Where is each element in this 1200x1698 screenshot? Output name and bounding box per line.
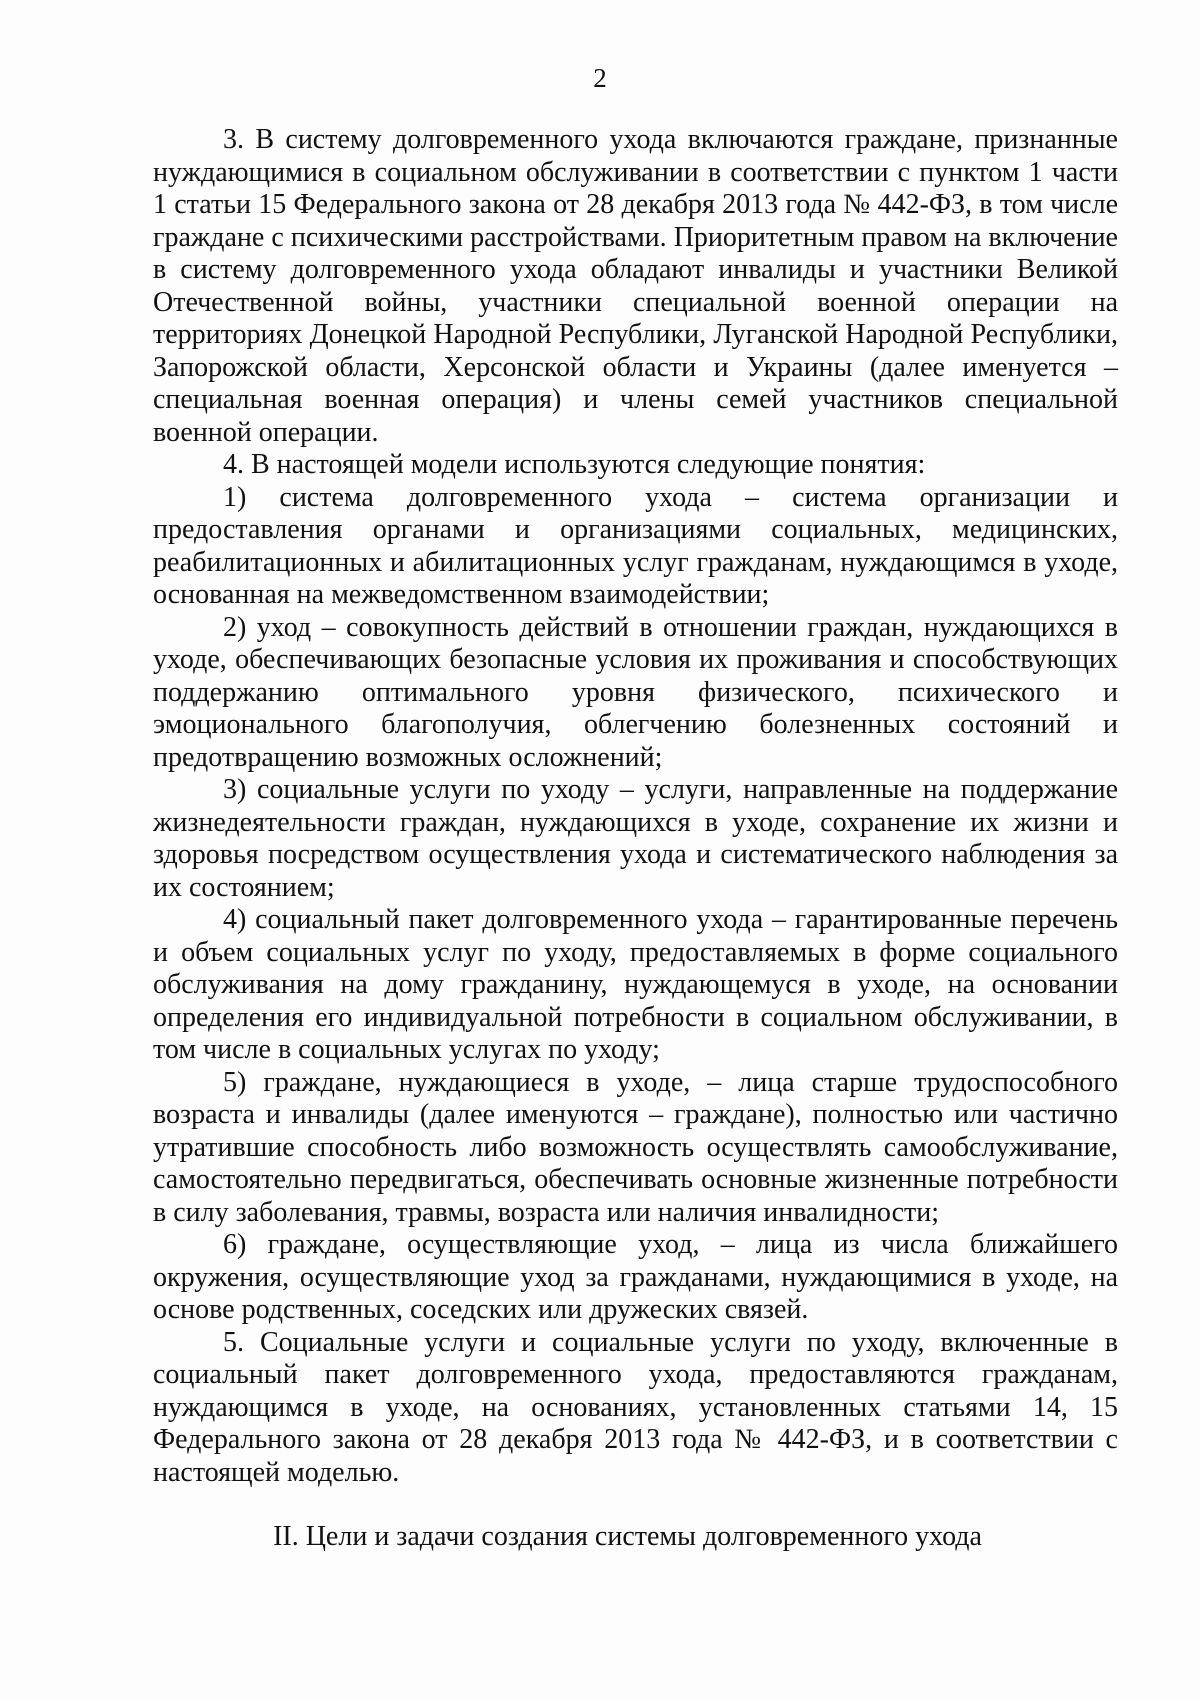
page-number: 2 — [593, 63, 607, 93]
paragraph-3: 3. В систему долговременного ухода включаются граждане, признанные нуждающимися в социальном обслуживании в соответствии с пунктом 1 части 1 статьи 15 Федерального закона от 28 декабря 2013 года № 442-ФЗ, в том числе граждане с психическими расстройствами. Приоритетным правом на включение в систему долговременного ухода обладают инвалиды и участники Великой Отечественной войны, участники специальной военной операции на территориях Донецкой Народной Республики, Луганской Народной Республики, Запорожской области, Херсонской области и Украины (далее именуется – специальная военная операция) и члены семей участников специальной военной операции. — [153, 124, 1118, 448]
definition-4: 4) социальный пакет долговременного ухода – гарантированные перечень и объем социальных услуг по уходу, предоставляемых в форме социального обслуживания на дому гражданину, нуждающемуся в уходе, на основании определения его индивидуальной потребности в социальном обслуживании, в том числе в социальных услугах по уходу; — [153, 904, 1118, 1065]
definition-5: 5) граждане, нуждающиеся в уходе, – лица старше трудоспособного возраста и инвалиды (далее именуются – граждане), полностью или частично утратившие способность либо возможность осуществлять самообслуживание, самостоятельно передвигаться, обеспечивать основные жизненные потребности в силу заболевания, травмы, возраста или наличия инвалидности; — [153, 1066, 1118, 1228]
definition-6: 6) граждане, осуществляющие уход, – лица из числа ближайшего окружения, осуществляющие уход за гражданами, нуждающимися в уходе, на основе родственных, соседских или дружеских связей. — [153, 1229, 1118, 1325]
definition-2: 2) уход – совокупность действий в отношении граждан, нуждающихся в уходе, обеспечивающих безопасные условия их проживания и способствующих поддержанию оптимального уровня физического, психического и эмоционального благополучия, облегчению болезненных состояний и предотвращению возможных осложнений; — [153, 611, 1118, 773]
paragraph-5: 5. Социальные услуги и социальные услуги по уходу, включенные в социальный пакет долговременного ухода, предоставляются гражданам, нуждающимся в уходе, на основаниях, установленных статьями 14, 15 Федерального закона от 28 декабря 2013 года № 442-ФЗ, и в соответствии с настоящей моделью. — [153, 1326, 1118, 1488]
document-body — [153, 124, 1118, 1489]
section-heading: II. Цели и задачи создания системы долговременного ухода — [273, 1521, 982, 1552]
paragraph-4-intro: 4. В настоящей модели используются следующие понятия: — [223, 449, 926, 480]
definition-1: 1) система долговременного ухода – система организации и предоставления органами и организациями социальных, медицинских, реабилитационных и абилитационных услуг гражданам, нуждающимся в уходе, основанная на межведомственном взаимодействии; — [153, 481, 1118, 610]
definition-3: 3) социальные услуги по уходу – услуги, направленные на поддержание жизнедеятельности граждан, нуждающихся в уходе, сохранение их жизни и здоровья посредством осуществления ухода и систематического наблюдения за их состоянием; — [153, 774, 1118, 903]
